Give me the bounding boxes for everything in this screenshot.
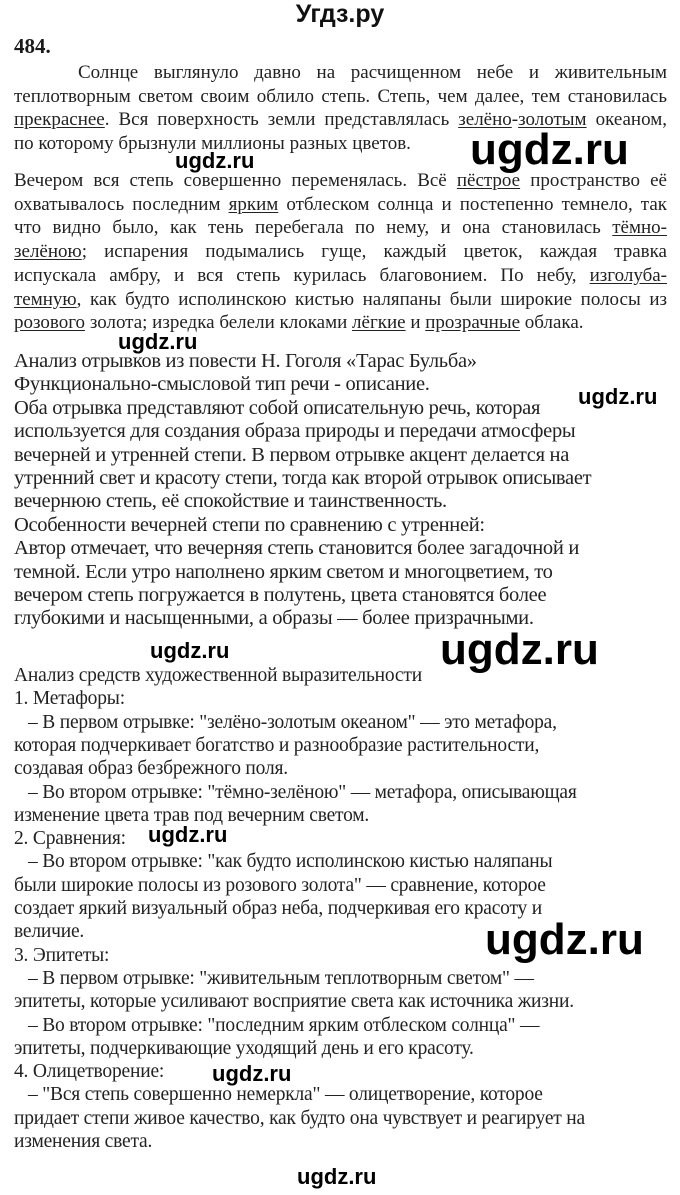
text-segment: Вечером вся степь совершенно переменялась. Всё (14, 170, 457, 191)
text-segment: по которому брызнули миллионы разных цветов. (14, 132, 411, 154)
text-line: 4. Олицетворение: (14, 1061, 165, 1083)
watermark: ugdz.ru (150, 638, 230, 663)
watermark: ugdz.ru (175, 148, 255, 173)
text-line: Функционально-смысловой тип речи - описание. (14, 373, 430, 396)
underlined-word: зелёно (458, 109, 512, 130)
text-line: – В первом отрывке: "зелёно-золотым океаном" — это метафора, (14, 711, 557, 733)
watermark: ugdz.ru (578, 384, 658, 409)
text-line: эпитеты, подчеркивающие уходящий день и его красоту. (14, 1037, 474, 1059)
watermark: ugdz.ru (297, 1164, 377, 1189)
text-line: вечером степь погружается в полутень, цвета становятся более (14, 584, 547, 606)
text-line: Особенности вечерней степи по сравнению с утренней: (14, 513, 485, 536)
text-line: утренний свет и красоту степи, тогда как второй отрывок описывает (14, 467, 592, 489)
text-line: Анализ средств художественной выразительности (14, 665, 422, 686)
text-line: 2. Сравнения: (14, 828, 126, 850)
text-line: создает яркий визуальный образ неба, подчеркивая его красоту и (14, 898, 542, 919)
underlined-word: розового (14, 312, 86, 334)
underlined-word: прозрачные (425, 312, 521, 334)
text-line: – В первом отрывке: "живительным теплотворным светом" — (14, 967, 534, 989)
text-segment: что видно было, как тень перебегала по нему, и она становилась (14, 217, 613, 239)
exercise-number: 484. (14, 34, 51, 58)
text-segment: пространство её (520, 170, 667, 191)
text-segment: испускала амбру, и вся степь курилась благовонием. По небу, (14, 264, 590, 286)
text-line (14, 264, 667, 287)
watermark: ugdz.ru (148, 822, 228, 847)
underlined-word: лёгкие (352, 312, 406, 334)
text-line: используется для создания образа природы и передачи атмосферы (14, 420, 576, 443)
text-segment: , как будто исполинскою кистью наляпаны были широкие полосы из (76, 288, 667, 310)
text-line: – Во втором отрывке: "тёмно-зелёною" — метафора, описывающая (14, 781, 577, 803)
text-line: вечернюю степь, её спокойствие и таинственность. (14, 490, 447, 513)
text-line: которая подчеркивает богатство и разнообразие растительности, (14, 734, 540, 756)
text-line: придает степи живое качество, как будто она чувствует и реагирует на (14, 1107, 585, 1129)
text-line (14, 193, 667, 216)
underlined-word: тёмно- (612, 217, 667, 239)
text-line: – "Вся степь совершенно немеркла" — олицетворение, которое (14, 1084, 543, 1106)
underlined-word: темную (14, 288, 77, 310)
watermark: ugdz.ru (212, 1061, 292, 1086)
text-segment: и (405, 312, 426, 334)
underlined-word: пёстрое (456, 170, 521, 191)
text-line: Оба отрывка представляют собой описательную речь, которая (14, 396, 541, 419)
underlined-word: зелёною (14, 241, 82, 263)
text-line (14, 85, 667, 108)
text-line: глубокими и насыщенными, а образы — более призрачными. (14, 607, 534, 630)
text-segment: золота; изредка белели клоками (85, 312, 353, 334)
text-segment: облака. (520, 312, 584, 334)
text-line (14, 216, 667, 239)
text-line: Автор отмечает, что вечерняя степь становится более загадочной и (14, 537, 580, 560)
underlined-word: изголуба- (589, 264, 667, 286)
text-segment: океаном, (586, 109, 667, 130)
text-line (14, 288, 667, 311)
text-line: создавая образ безбрежного поля. (14, 758, 288, 780)
text-line: изменения света. (14, 1131, 153, 1152)
text-line (78, 61, 667, 84)
text-segment: охватывалось последним (14, 193, 229, 215)
text-segment: отблеском солнца и постепенно темнело, так (278, 193, 667, 215)
text-line: темной. Если утро наполнено ярким светом и многоцветием, то (14, 560, 553, 583)
text-line: величие. (14, 921, 85, 943)
watermark: ugdz.ru (118, 329, 198, 354)
text-line (14, 240, 667, 263)
text-line (14, 311, 667, 334)
text-line: Анализ отрывков из повести Н. Гоголя «Тарас Бульба» (14, 350, 477, 372)
text-line: эпитеты, которые усиливают восприятие света как источника жизни. (14, 991, 574, 1013)
text-line: 3. Эпитеты: (14, 944, 110, 966)
text-segment: ; испарения подымались гуще, каждый цветок, каждая травка (81, 241, 667, 263)
text-line: изменение цвета трав под вечерним светом. (14, 804, 370, 826)
underlined-word: прекраснее (14, 109, 105, 130)
site-title: Угдз.ру (295, 0, 385, 28)
watermark: ugdz.ru (440, 625, 599, 674)
watermark: ugdz.ru (470, 125, 629, 174)
watermark: ugdz.ru (485, 915, 644, 964)
text-line: вечерней и утренней степи. В первом отрывке акцент делается на (14, 443, 570, 466)
text-line: были широкие полосы из розового золота" — сравнение, которое (14, 874, 546, 896)
text-line: 1. Метафоры: (14, 688, 125, 710)
text-line: – Во втором отрывке: "последним ярким отблеском солнца" — (14, 1014, 540, 1036)
underlined-word: золотым (518, 109, 587, 130)
text-segment: Солнце выглянуло давно на расчищенном небе и живительным (78, 62, 667, 83)
text-segment: . Вся поверхность земли представлялась (104, 109, 459, 130)
underlined-word: ярким (228, 193, 279, 215)
text-segment: теплотворным светом своим облило степь. Степь, чем далее, тем становилась (14, 85, 667, 107)
text-segment: - (511, 109, 519, 130)
text-line: – Во втором отрывке: "как будто исполинскою кистью наляпаны (14, 851, 553, 873)
